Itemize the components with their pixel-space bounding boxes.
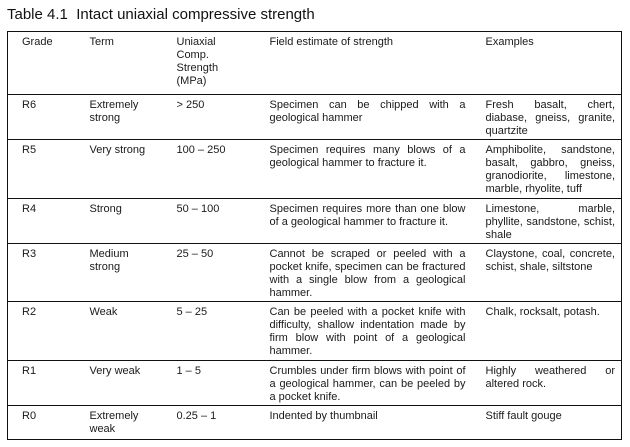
cell-ucs: > 250	[176, 99, 205, 111]
cell-term: Very strong	[76, 140, 163, 199]
table-row	[8, 244, 622, 302]
cell-grade: R5	[8, 140, 76, 199]
cell-term: Medium strong	[76, 244, 163, 302]
header-term: Term	[76, 32, 163, 95]
cell-grade: R2	[8, 302, 76, 361]
cell-field-estimate: Specimen requires many blows of a geological hammer to fracture it.	[256, 140, 472, 199]
cell-grade: R6	[22, 99, 37, 111]
header-ucs: Uniaxial Comp. Strength (MPa)	[163, 32, 256, 95]
cell-term: Strong	[76, 199, 163, 244]
cell-grade: R0	[8, 406, 76, 440]
table-row	[8, 199, 622, 244]
table-row	[8, 95, 622, 140]
cell-ucs: 25 – 50	[163, 244, 256, 302]
cell-ucs: 50 – 100	[163, 199, 256, 244]
cell-ucs: 100 – 250	[163, 140, 256, 199]
cell-examples: Chalk, rocksalt, potash.	[472, 302, 622, 361]
cell-examples: Highly weathered or altered rock.	[472, 361, 622, 406]
cell-term: Very weak	[76, 361, 163, 406]
cell-field-estimate: Specimen can be chipped with a geological hammer	[269, 99, 466, 124]
cell-examples: Fresh basalt, chert, diabase, gneiss, granite, quartzite	[485, 99, 615, 137]
cell-examples: Claystone, coal, concrete, schist, shale, siltstone	[472, 244, 622, 302]
cell-examples: Stiff fault gouge	[472, 406, 622, 440]
cell-ucs: 1 – 5	[163, 361, 256, 406]
cell-ucs: 0.25 – 1	[163, 406, 256, 440]
table-row	[8, 406, 622, 440]
cell-field-estimate: Specimen requires more than one blow of a geological hammer to fracture it.	[256, 199, 472, 244]
cell-examples: Amphibolite, sandstone, basalt, gabbro, gneiss, granodiorite, limestone, marble, rhyolite, tuff	[472, 140, 622, 199]
table-row	[8, 361, 622, 406]
cell-examples: Limestone, marble, phyllite, sandstone, schist, shale	[472, 199, 622, 244]
cell-grade: R4	[8, 199, 76, 244]
table-row	[8, 140, 622, 199]
strength-table	[7, 31, 621, 440]
header-examples: Examples	[472, 32, 622, 95]
table-title: Table 4.1 Intact uniaxial compressive strength	[7, 6, 315, 23]
cell-field-estimate: Cannot be scraped or peeled with a pocket knife, specimen can be fractured with a single blow from a geological hammer.	[256, 244, 472, 302]
table-row	[8, 302, 622, 361]
cell-field-estimate: Crumbles under firm blows with point of a geological hammer, can be peeled by a pocket knife.	[256, 361, 472, 406]
header-grade: Grade	[8, 32, 76, 95]
cell-field-estimate: Can be peeled with a pocket knife with difficulty, shallow indentation made by firm blow with point of a geological hammer.	[256, 302, 472, 361]
table-header-row	[8, 32, 622, 95]
cell-grade: R1	[8, 361, 76, 406]
cell-term: Extremely strong	[89, 99, 139, 124]
cell-term: Weak	[76, 302, 163, 361]
cell-ucs: 5 – 25	[163, 302, 256, 361]
cell-grade: R3	[8, 244, 76, 302]
cell-field-estimate: Indented by thumbnail	[256, 406, 472, 440]
cell-term: Extremely weak	[76, 406, 163, 440]
table	[7, 31, 622, 440]
header-field-estimate: Field estimate of strength	[256, 32, 472, 95]
